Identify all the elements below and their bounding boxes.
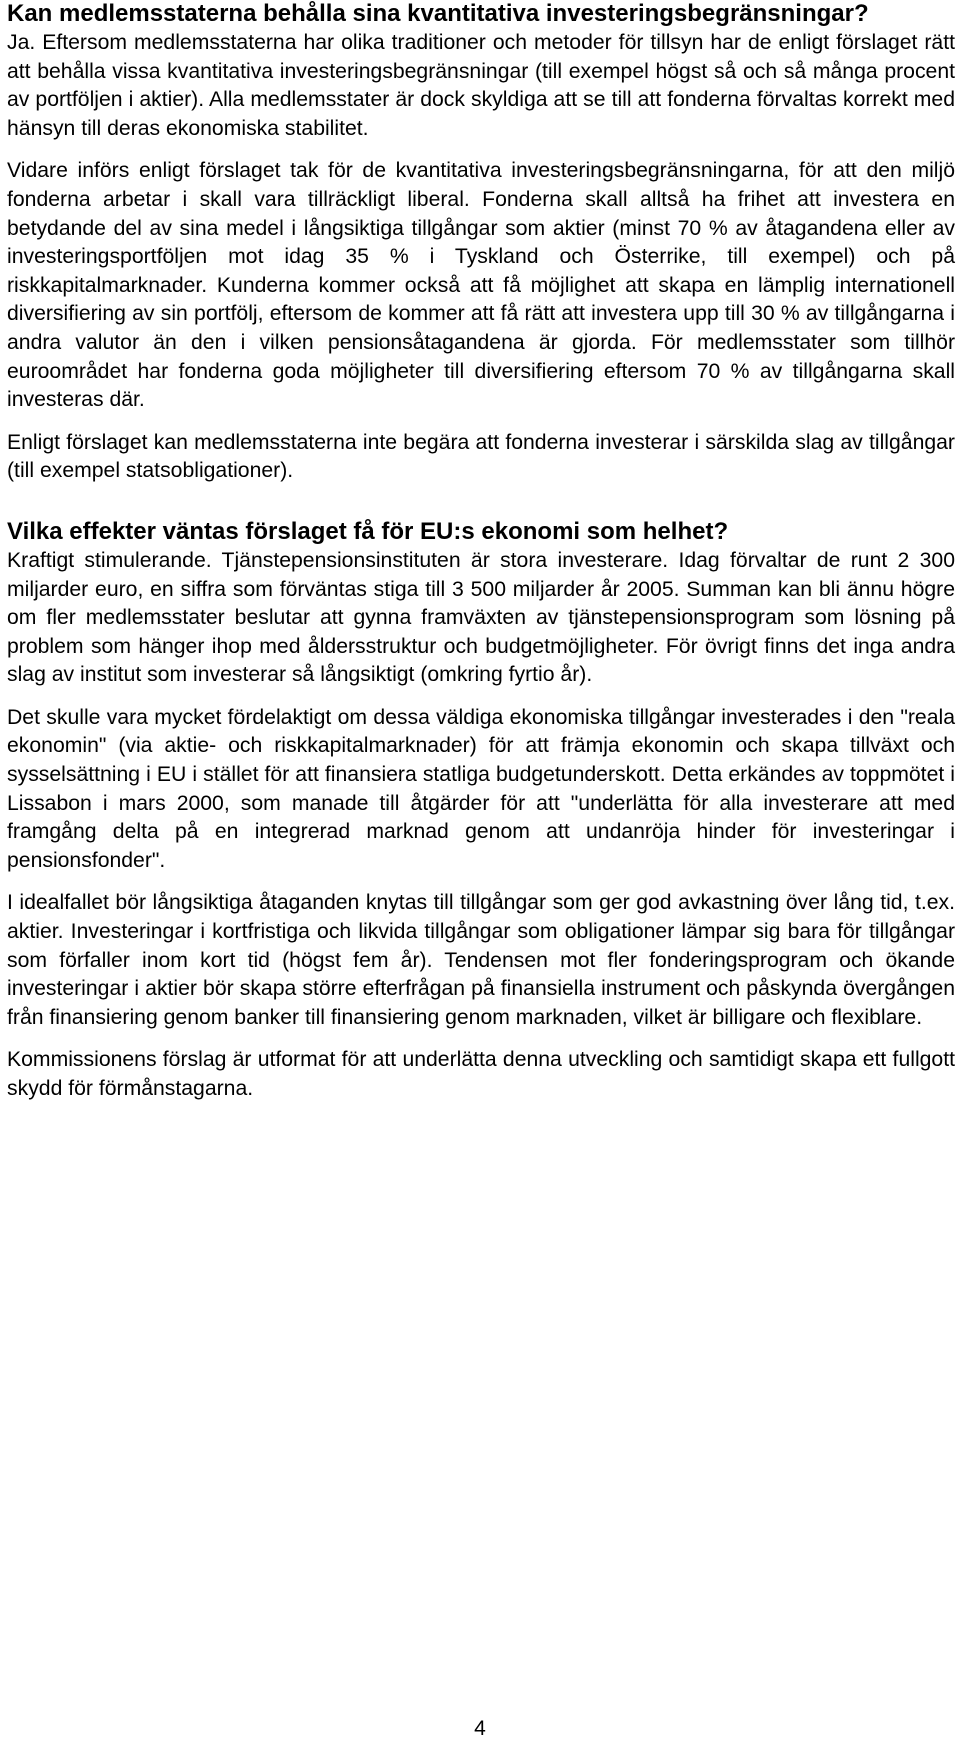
document-page <box>7 0 955 1118</box>
paragraph-no-specific-assets: Enligt förslaget kan medlemsstaterna inte begära att fonderna investerar i särskilda slag av tillgångar (till exempel statsobligationer). <box>7 430 955 483</box>
page-number: 4 <box>474 1717 486 1740</box>
section-heading-eu-economy: Vilka effekter väntas förslaget få för EU:s ekonomi som helhet? <box>7 517 729 545</box>
paragraph-real-economy: Det skulle vara mycket fördelaktigt om dessa väldiga ekonomiska tillgångar investerades i den "reala ekonomin" (via aktie- och riskkapitalmarknader) för att främja ekonomin och skapa tillväxt och sysselsättning i EU i stället för att finansiera statliga budgetunderskott. Detta erkändes av toppmötet i Lissabon i mars 2000, som manade till åtgärder för att "underlätta för alla investerare att med framgång delta på en integrerad marknad genom att undanröja hinder för investeringar i pensionsfonder". <box>7 705 955 872</box>
paragraph-commission-proposal: Kommissionens förslag är utformat för att underlätta denna utveckling och samtidigt skapa ett fullgott skydd för förmånstagarna. <box>7 1048 955 1100</box>
paragraph-strongly-stimulating: Kraftigt stimulerande. Tjänstepensionsinstituten är stora investerare. Idag förvaltar de runt 2 300 miljarder euro, en siffra som förväntas stiga till 3 500 miljarder år 2005. Summan kan bli ännu högre om fler medlemsstater beslutar att gynna framväxten av tjänstepensionsprogram som lösning på problem som hänger ihop med åldersstruktur och budgetmöjligheter. För övrigt finns det inga andra slag av institut som investerar så långsiktigt (omkring fyrtio år). <box>7 548 955 687</box>
section-heading-member-states: Kan medlemsstaterna behålla sina kvantitativa investeringsbegränsningar? <box>7 0 869 27</box>
paragraph-long-term-commitments: I idealfallet bör långsiktiga åtaganden knytas till tillgångar som ger god avkastning över lång tid, t.ex. aktier. Investeringar i kortfristiga och likvida tillgångar som obligationer lämpar sig bara för tillgångar som förfaller inom kort tid (högst fem år). Tendensen mot fler fonderingsprogram och ökande investeringar i aktier bör skapa större efterfrågan på finansiella instrument och påskynda övergången från finansiering genom banker till finansiering genom marknaden, vilket är billigare och flexiblare. <box>7 891 955 1029</box>
paragraph-investment-caps: Vidare införs enligt förslaget tak för de kvantitativa investeringsbegränsningarna, för att den miljö fonderna arbetar i skall vara tillräckligt liberal. Fonderna skall alltså ha frihet att investera en betydande del av sina medel i långsiktiga tillgångar som aktier (minst 70 % av åtagandena eller av investeringsportföljen mot idag 35 % i Tyskland och Österrike, till exempel) och på riskkapitalmarknader. Kunderna kommer också att få möjlighet att skapa en lämplig internationell diversifiering av sin portfölj, eftersom de kommer att få rätt att investera upp till 30 % av tillgångarna i andra valutor än den i vilken pensionsåtagandena är gjorda. För medlemsstater som tillhör euroområdet har fonderna goda möjligheter till diversifiering eftersom 70 % av tillgångarna skall investeras där. <box>7 159 955 412</box>
paragraph-answer-yes: Ja. Eftersom medlemsstaterna har olika traditioner och metoder för tillsyn har de enligt förslaget rätt att behålla vissa kvantitativa investeringsbegränsningar (till exempel högst så och så många procent av portföljen i aktier). Alla medlemsstater är dock skyldiga att se till att fonderna förvaltas korrekt med hänsyn till deras ekonomiska stabilitet. <box>7 31 955 140</box>
